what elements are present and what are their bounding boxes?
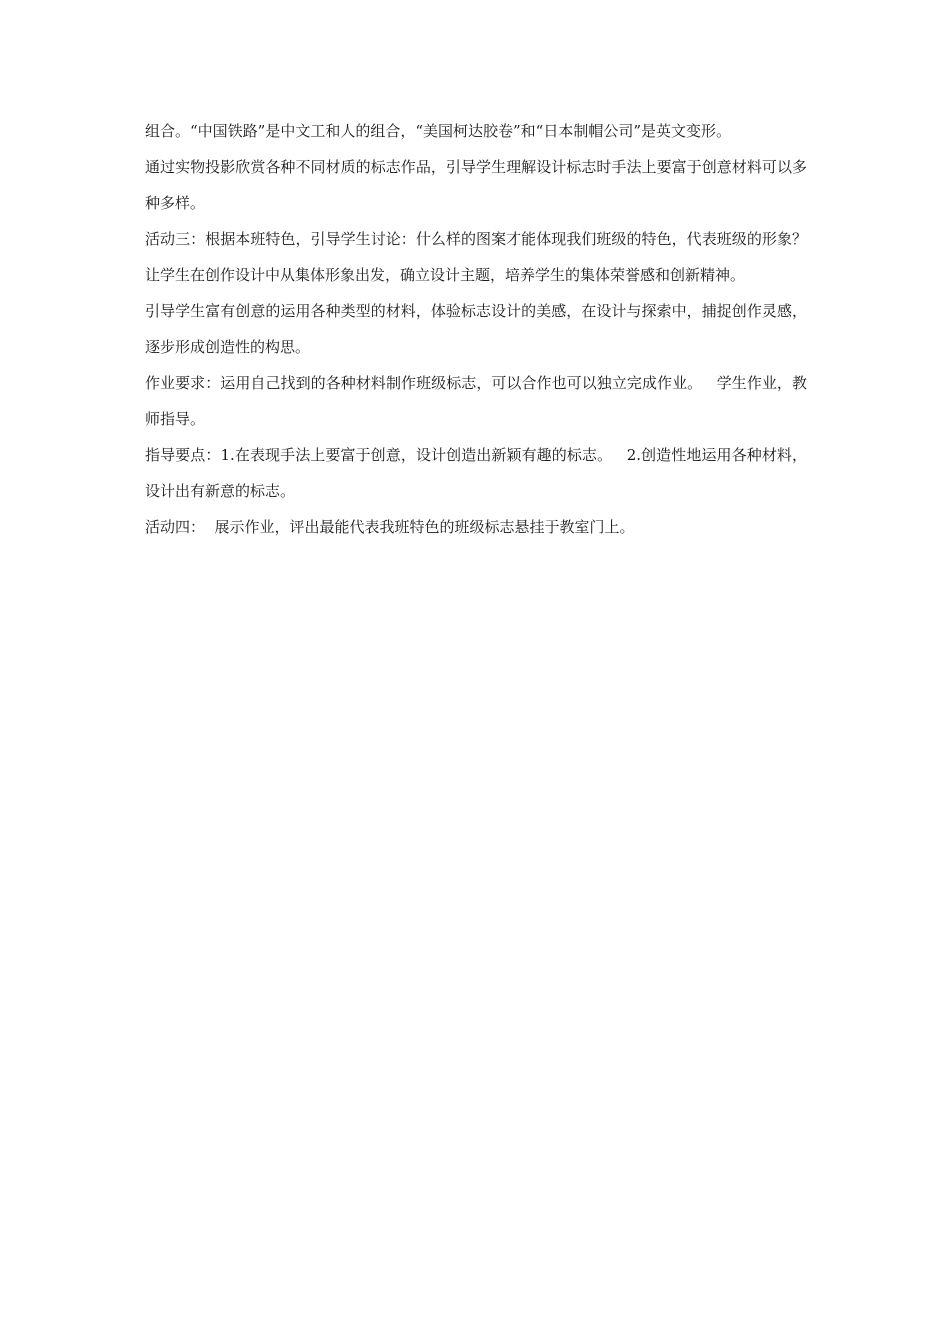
paragraph-homework-requirements: 作业要求：运用自己找到的各种材料制作班级标志，可以合作也可以独立完成作业。 学生作业，教师指导。 xyxy=(145,374,807,428)
document-body xyxy=(145,113,807,545)
paragraph-material-appreciation: 通过实物投影欣赏各种不同材质的标志作品，引导学生理解设计标志时手法上要富于创意材料可以多种多样。 xyxy=(145,158,807,212)
paragraph-guidance-points: 指导要点：1.在表现手法上要富于创意，设计创造出新颖有趣的标志。 2.创造性地运用各种材料，设计出有新意的标志。 xyxy=(145,446,807,500)
paragraph-composition-examples: 组合。“中国铁路”是中文工和人的组合，“美国柯达胶卷”和“日本制帽公司”是英文变形。 xyxy=(145,122,732,140)
paragraph-activity-three: 活动三：根据本班特色，引导学生讨论：什么样的图案才能体现我们班级的特色，代表班级的形象？让学生在创作设计中从集体形象出发，确立设计主题，培养学生的集体荣誉感和创新精神。 xyxy=(145,230,807,284)
paragraph-activity-four: 活动四： 展示作业，评出最能代表我班特色的班级标志悬挂于教室门上。 xyxy=(145,518,635,536)
paragraph-creative-guidance: 引导学生富有创意的运用各种类型的材料，体验标志设计的美感，在设计与探索中，捕捉创作灵感，逐步形成创造性的构思。 xyxy=(145,302,807,356)
